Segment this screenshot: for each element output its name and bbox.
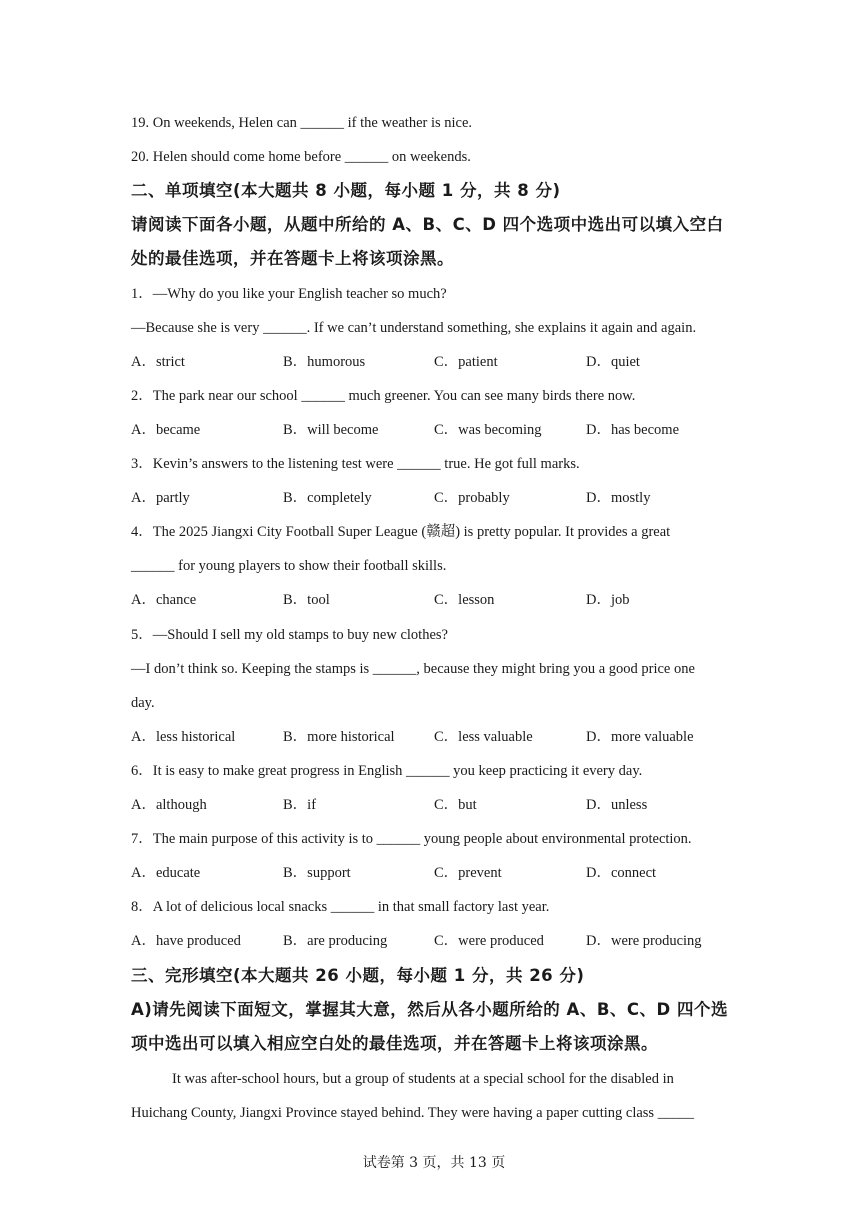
page-footer: 试卷第 3 页，共 13 页 bbox=[362, 1155, 506, 1171]
option-c: C．probably bbox=[434, 490, 510, 506]
option-d: D．quiet bbox=[586, 354, 640, 370]
section-3-title: 三、完形填空(本大题共 26 小题，每小题 1 分，共 26 分) bbox=[131, 966, 585, 985]
question-stem: —I don’t think so. Keeping the stamps is ______, because they might bring you a good price one bbox=[131, 661, 695, 677]
option-row bbox=[131, 863, 751, 883]
option-b: B．completely bbox=[283, 490, 372, 506]
option-a: A．have produced bbox=[131, 933, 241, 949]
question-20: 20. Helen should come home before ______ on weekends. bbox=[131, 149, 471, 165]
question-stem: —Because she is very ______. If we can’t understand something, she explains it again and again. bbox=[131, 320, 697, 336]
option-b: B．if bbox=[283, 797, 317, 813]
option-row bbox=[131, 352, 751, 372]
question-stem: 1．—Why do you like your English teacher so much? bbox=[131, 286, 447, 302]
option-d: D．unless bbox=[586, 797, 648, 813]
option-a: A．chance bbox=[131, 592, 197, 608]
question-stem: 8．A lot of delicious local snacks ______ in that small factory last year. bbox=[131, 899, 550, 915]
option-a: A．became bbox=[131, 422, 201, 438]
option-d: D．has become bbox=[586, 422, 680, 438]
option-b: B．support bbox=[283, 865, 351, 881]
passage-line: It was after-school hours, but a group of students at a special school for the disabled in bbox=[172, 1071, 674, 1087]
option-a: A．less historical bbox=[131, 729, 236, 745]
option-row bbox=[131, 795, 751, 815]
option-d: D．connect bbox=[586, 865, 657, 881]
option-row bbox=[131, 488, 751, 508]
option-c: C．prevent bbox=[434, 865, 502, 881]
option-c: C．were produced bbox=[434, 933, 544, 949]
option-row bbox=[131, 590, 751, 610]
option-a: A．although bbox=[131, 797, 207, 813]
question-stem: 2．The park near our school ______ much greener. You can see many birds there now. bbox=[131, 388, 636, 404]
section-3-instruction: 项中选出可以填入相应空白处的最佳选项，并在答题卡上将该项涂黑。 bbox=[131, 1034, 658, 1053]
section-3-instruction: A)请先阅读下面短文，掌握其大意，然后从各小题所给的 A、B、C、D 四个选 bbox=[131, 1000, 728, 1019]
question-stem: 6．It is easy to make great progress in English ______ you keep practicing it every day. bbox=[131, 763, 643, 779]
question-stem: 3．Kevin’s answers to the listening test were ______ true. He got full marks. bbox=[131, 456, 580, 472]
option-a: A．partly bbox=[131, 490, 190, 506]
section-2-instruction: 请阅读下面各小题，从题中所给的 A、B、C、D 四个选项中选出可以填入空白 bbox=[131, 215, 724, 234]
section-2-title: 二、单项填空(本大题共 8 小题，每小题 1 分，共 8 分) bbox=[131, 181, 561, 200]
option-c: C．patient bbox=[434, 354, 498, 370]
option-b: B．humorous bbox=[283, 354, 366, 370]
option-row bbox=[131, 931, 751, 951]
option-row bbox=[131, 727, 751, 747]
section-2-instruction: 处的最佳选项，并在答题卡上将该项涂黑。 bbox=[131, 249, 454, 268]
option-b: B．will become bbox=[283, 422, 379, 438]
question-stem: ______ for young players to show their football skills. bbox=[131, 558, 447, 574]
option-d: D．mostly bbox=[586, 490, 651, 506]
option-d: D．job bbox=[586, 592, 630, 608]
option-a: A．educate bbox=[131, 865, 201, 881]
question-19: 19. On weekends, Helen can ______ if the weather is nice. bbox=[131, 115, 473, 131]
option-c: C．lesson bbox=[434, 592, 495, 608]
option-c: C．but bbox=[434, 797, 477, 813]
option-row bbox=[131, 420, 751, 440]
question-stem: 5．—Should I sell my old stamps to buy new clothes? bbox=[131, 627, 448, 643]
passage-line: Huichang County, Jiangxi Province stayed behind. They were having a paper cutting class _____ bbox=[131, 1105, 694, 1121]
option-d: D．were producing bbox=[586, 933, 702, 949]
option-d: D．more valuable bbox=[586, 729, 694, 745]
question-stem: 4．The 2025 Jiangxi City Football Super League (赣超) is pretty popular. It provides a great bbox=[131, 524, 671, 540]
option-b: B．tool bbox=[283, 592, 330, 608]
question-stem: day. bbox=[131, 695, 155, 711]
option-b: B．are producing bbox=[283, 933, 388, 949]
option-c: C．less valuable bbox=[434, 729, 533, 745]
option-b: B．more historical bbox=[283, 729, 395, 745]
option-c: C．was becoming bbox=[434, 422, 542, 438]
option-a: A．strict bbox=[131, 354, 185, 370]
question-stem: 7．The main purpose of this activity is to ______ young people about environmental protection. bbox=[131, 831, 692, 847]
